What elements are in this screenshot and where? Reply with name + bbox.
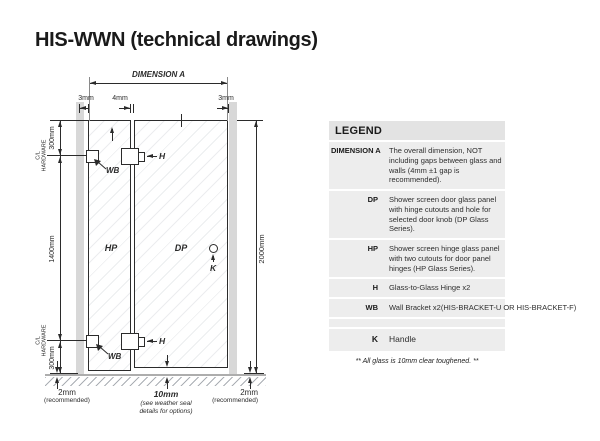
dp-panel-label: DP: [174, 243, 188, 253]
floor-gap-door-note2: details for options): [139, 408, 193, 415]
bracket-label: WB: [108, 352, 122, 361]
arrowhead-icon: [147, 339, 153, 343]
page-title: HIS-WWN (technical drawings): [35, 29, 318, 51]
tick: [237, 120, 263, 121]
legend-term: H: [372, 283, 378, 293]
tick: [228, 104, 229, 113]
floor-gap-left-label: 2mm: [58, 388, 76, 397]
floor-line: [45, 374, 266, 376]
floor-hatch: [45, 377, 266, 386]
legend-panel: [329, 121, 577, 365]
legend-row-hp: [329, 240, 505, 279]
arrowhead-icon: [165, 361, 169, 367]
legend-header: LEGEND: [329, 121, 505, 142]
bracket-label: WB: [106, 166, 120, 175]
floor-gap-right-note: (recommended): [212, 397, 258, 404]
legend-desc: Shower screen hinge glass panel with two cutouts for door panel hinges (HP Glass Series).: [389, 244, 500, 273]
gap-left-label: 3mm: [78, 95, 94, 102]
glass-hinge-tab: [138, 152, 145, 162]
legend-empty-row: [329, 319, 505, 329]
cl-line2: HARDWARE: [41, 324, 48, 357]
arrowhead-icon: [55, 367, 59, 373]
legend-desc: Glass-to-Glass Hinge x2: [389, 283, 471, 293]
floor-gap-door-label: 10mm: [153, 389, 179, 399]
up-arrowhead-icon: [110, 127, 114, 133]
arrowhead-icon: [80, 106, 86, 110]
height-top-label: 300mm: [49, 126, 56, 150]
legend-term: DP: [367, 195, 378, 204]
hinge-label: H: [159, 151, 166, 161]
floor-gap-right-label: 2mm: [240, 388, 258, 397]
dimension-a-label: DIMENSION A: [131, 70, 186, 79]
cl-hardware-label: [36, 318, 49, 364]
legend-row-wb: [329, 299, 577, 319]
height-total-label: 2000mm: [257, 234, 266, 264]
tick: [244, 373, 264, 374]
legend-term: DIMENSION A: [331, 146, 381, 155]
legend-term: WB: [365, 303, 378, 312]
legend-footnote: ** All glass is 10mm clear toughened. **: [355, 357, 479, 365]
legend-desc: Wall Bracket x2(HIS-BRACKET-U OR HIS-BRACKET-F): [389, 303, 577, 312]
cl-hardware-label: [36, 133, 49, 179]
glass-hinge-tab: [138, 337, 145, 347]
floor-gap-left-note: (recommended): [44, 397, 90, 404]
legend-row-k: [329, 329, 505, 351]
arrowhead-icon: [248, 367, 252, 373]
knob-label: K: [210, 263, 217, 273]
legend-term: K: [371, 333, 378, 344]
height-bottom-label: 300mm: [49, 346, 56, 370]
arrowhead-icon: [254, 121, 258, 127]
dimension-a-line: [90, 83, 227, 84]
legend-table: [329, 121, 577, 351]
legend-desc: Handle: [389, 333, 416, 344]
legend-row-dp: [329, 191, 505, 240]
tick: [88, 104, 89, 113]
arrowhead-icon: [211, 254, 215, 260]
legend-term: HP: [367, 244, 378, 253]
cl-line1: C/L: [35, 336, 42, 345]
hinge-label: H: [159, 336, 166, 346]
legend-row-dimension-a: [329, 142, 505, 191]
door-centerline-tick: [181, 114, 182, 127]
right-wall: [229, 102, 237, 376]
height-mid-label: 1400mm: [49, 235, 56, 263]
left-wall: [76, 102, 84, 376]
arrowhead-icon: [90, 81, 96, 85]
legend-desc: The overall dimension, NOT including gaps between glass and walls (4mm ±1 gap is recommended).: [389, 146, 502, 185]
arrowhead-icon: [221, 81, 227, 85]
hp-panel-label: HP: [104, 243, 118, 253]
door-knob: [209, 244, 218, 253]
glass-hinge: [121, 148, 139, 165]
tick: [130, 104, 131, 113]
legend-row-h: [329, 279, 505, 299]
tick: [133, 104, 134, 113]
glass-hinge: [121, 333, 139, 350]
arrowhead-icon: [254, 367, 258, 373]
gap-mid-label: 4mm: [112, 95, 128, 102]
gap-right-label: 3mm: [218, 95, 234, 102]
floor-gap-door-note1: (see weather seal: [140, 400, 192, 407]
legend-desc: Shower screen door glass panel with hinge cutouts and hole for selected door knob (DP Glass Series).: [389, 195, 497, 234]
cl-line1: C/L: [35, 151, 42, 160]
arrowhead-icon: [147, 154, 153, 158]
cl-line2: HARDWARE: [41, 139, 48, 172]
